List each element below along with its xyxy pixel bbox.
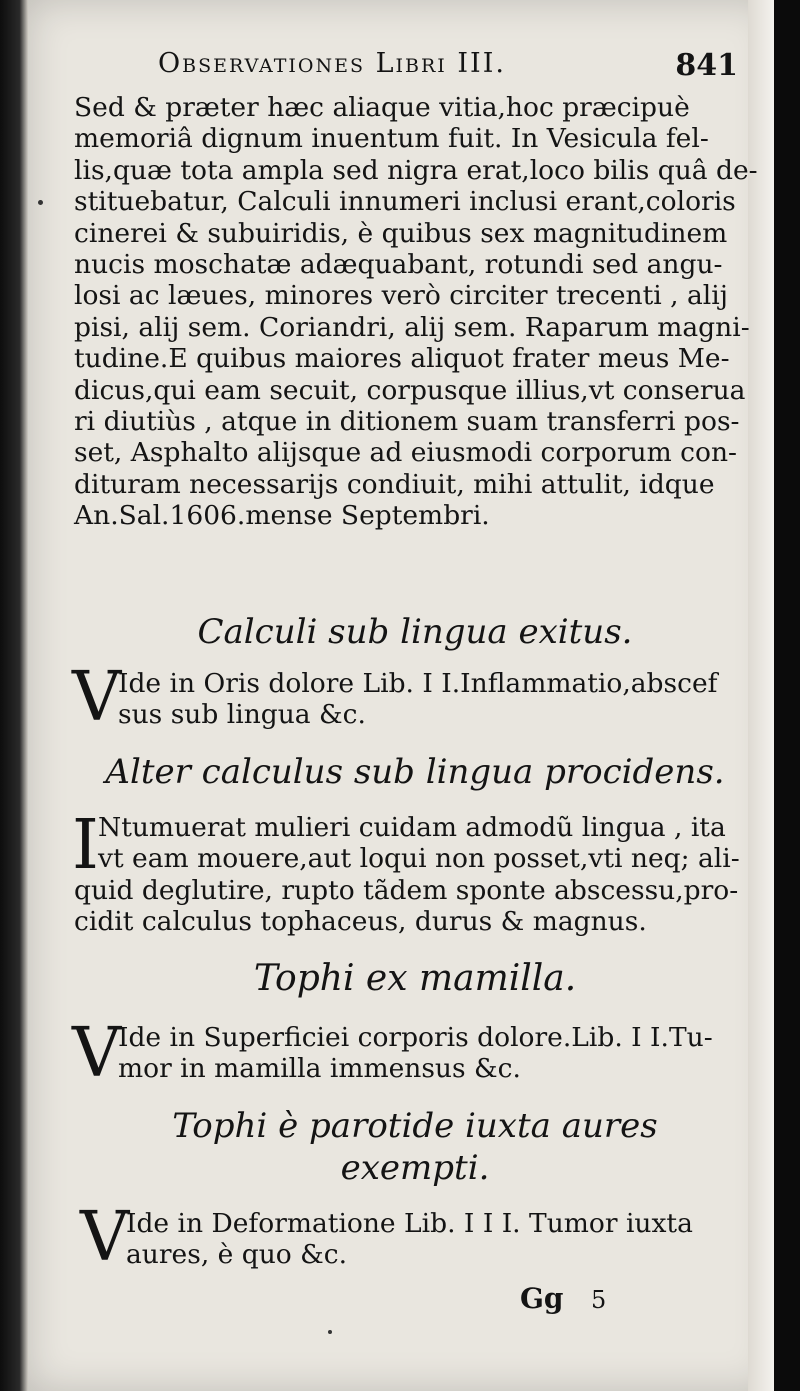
text-line: losi ac læues, minores verò circiter trecenti , alij (74, 280, 728, 312)
text-line: pisi, alij sem. Coriandri, alij sem. Raparum magni- (74, 311, 750, 343)
text-line: quid deglutire, rupto tãdem sponte abscessu,pro- (74, 874, 739, 906)
paper-speck (328, 1330, 332, 1334)
section-body (118, 668, 758, 731)
drop-initial: V (80, 1198, 130, 1277)
text-line: cidit calculus tophaceus, durus & magnus. (74, 906, 647, 938)
text-line: Sed & præter hæc aliaque vitia,hoc præcipuè (74, 92, 690, 123)
drop-initial: I (72, 806, 99, 885)
text-line: An.Sal.1606.mense Septembri. (74, 500, 490, 532)
section-heading-continued: exempti. (340, 1148, 490, 1188)
drop-initial: V (72, 1014, 122, 1093)
text-line: Ntumuerat mulieri cuidam admodũ lingua , ita (98, 812, 726, 843)
page-left-edge-shadow (0, 0, 28, 1391)
text-line: memoriâ dignum inuentum fuit. In Vesicula fel- (74, 123, 709, 155)
section-body (74, 812, 758, 938)
text-line: tudine.E quibus maiores aliquot frater meus Me- (74, 343, 730, 375)
section-heading: Tophi è parotide iuxta aures (172, 1106, 658, 1146)
section-body (118, 1022, 758, 1085)
page-header (158, 48, 738, 88)
text-line: nucis moschatæ adæquabant, rotundi sed angu- (74, 249, 723, 281)
signature-mark: 5 (591, 1286, 607, 1314)
section-heading: Alter calculus sub lingua procidens. (105, 752, 725, 792)
section-heading: Tophi ex mamilla. (253, 958, 577, 999)
text-line: Ide in Deformatione Lib. I I I. Tumor iuxta (126, 1208, 693, 1239)
page-number: 841 (675, 48, 738, 83)
text-line: cinerei & subuiridis, è quibus sex magnitudinem (74, 217, 728, 249)
text-line: dicus,qui eam secuit, corpusque illius,vt conserua (74, 374, 746, 406)
text-line: sus sub lingua &c. (118, 699, 366, 731)
catchword: Gg (520, 1282, 564, 1315)
paragraph-gallbladder-calculi (74, 92, 756, 532)
running-title: Observationes Libri III. (158, 48, 506, 79)
drop-initial: V (72, 658, 122, 737)
text-line: mor in mamilla immensus &c. (118, 1053, 521, 1085)
text-line: lis,quæ tota ampla sed nigra erat,loco bilis quâ de- (74, 154, 758, 186)
text-line: ri diutiùs , atque in ditionem suam transferri pos- (74, 406, 740, 438)
text-line: dituram necessarijs condiuit, mihi attulit, idque (74, 468, 715, 500)
paper-speck (38, 200, 43, 205)
section-body (126, 1208, 758, 1271)
book-page (28, 0, 774, 1391)
text-line: Ide in Superficiei corporis dolore.Lib. I I.Tu- (118, 1022, 713, 1053)
text-line: aures, è quo &c. (126, 1239, 348, 1271)
text-line: vt eam mouere,aut loqui non posset,vti neq; ali- (98, 843, 740, 875)
text-line: Ide in Oris dolore Lib. I I.Inflammatio,abscef (118, 668, 718, 699)
section-heading: Calculi sub lingua exitus. (197, 612, 633, 652)
text-line: stituebatur, Calculi innumeri inclusi erant,coloris (74, 186, 736, 218)
text-line: set, Asphalto alijsque ad eiusmodi corporum con- (74, 437, 737, 469)
